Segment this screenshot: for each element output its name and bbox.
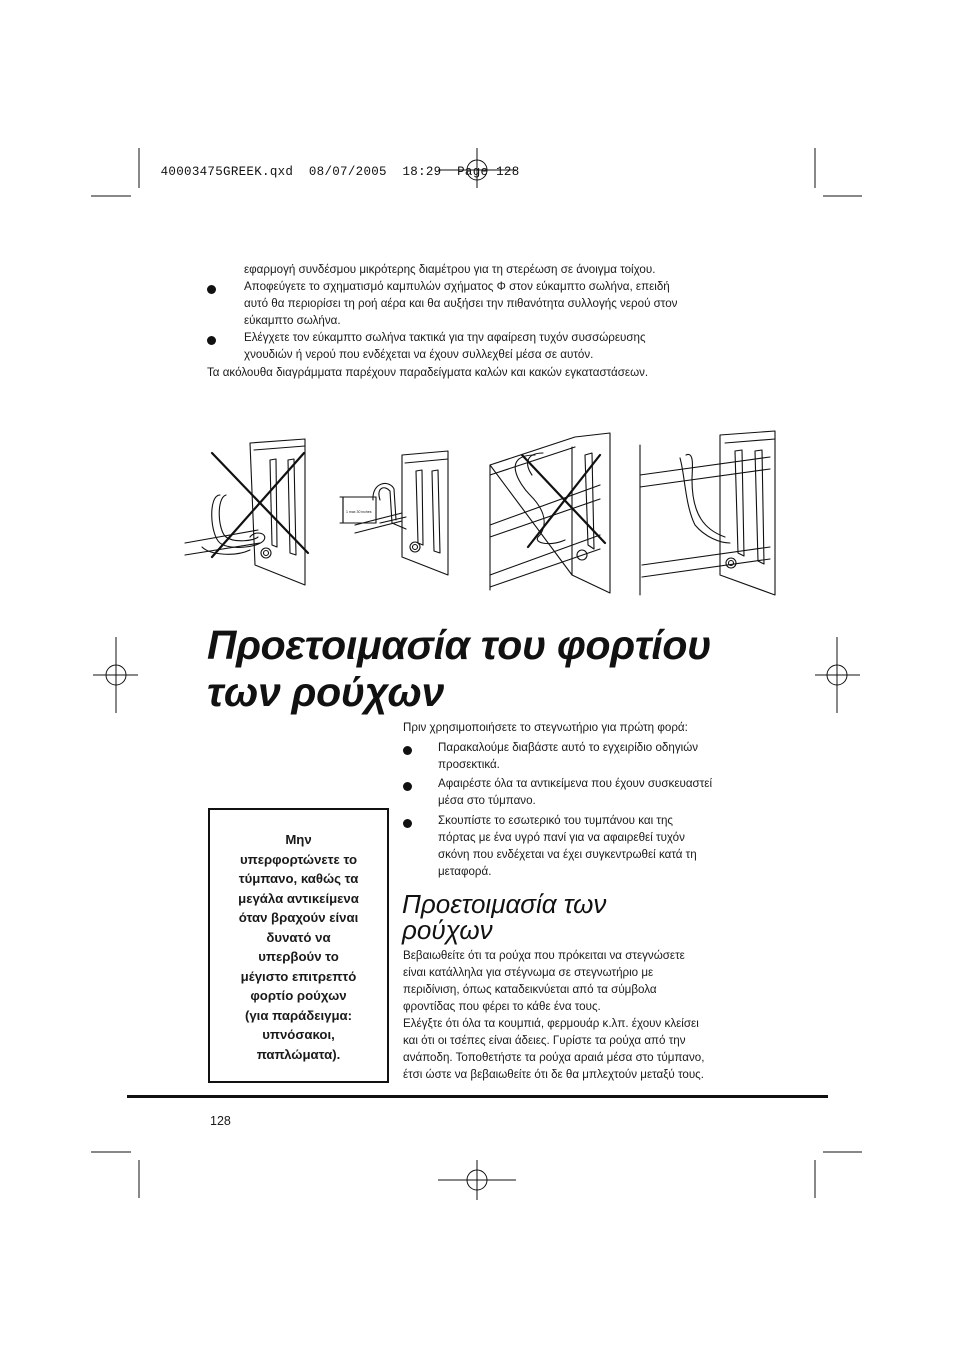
text-line: σκόνη που ενδέχεται να έχει συγκεντρωθεί κατά τη [438,848,697,861]
text-line: Ελέγχετε τον εύκαμπτο σωλήνα τακτικά για την αφαίρεση τυχόν συσσώρευσης [244,331,646,344]
subsection-paragraph-1 [403,947,685,1015]
slug-page: Page 128 [457,165,520,179]
bullet-dot [207,285,216,294]
slug-time: 18:29 [402,165,442,179]
warning-line: φορτίο ρούχων [250,988,347,1003]
text-line: Σκουπίστε το εσωτερικό του τυμπάνου και της [438,814,673,827]
subsection-title [402,891,606,943]
subsection-title-line: Προετοιμασία των [402,889,607,919]
intro-bullet-2 [438,775,712,809]
warning-line: παπλώματα). [256,1046,341,1062]
text-line: μεταφορά. [438,865,492,878]
intro-bullet-3 [438,812,697,880]
warning-line: μεγάλα αντικείμενα [238,890,359,906]
page-number: 128 [210,1114,231,1128]
continuation-text: εφαρμογή συνδέσμου μικρότερης διαμέτρου για τη στερέωση σε άνοιγμα τοίχου. [244,263,656,276]
warning-line: υπερβούν το [258,949,339,964]
footer-rule [127,1095,828,1098]
intro-bullet-1 [438,739,698,773]
cross-mark-1 [212,453,308,557]
warning-text [210,810,387,1064]
text-line: Βεβαιωθείτε ότι τα ρούχα που πρόκειται να στεγνώσετε [403,949,685,962]
warning-line: όταν βραχούν είναι [238,910,359,925]
subsection-title-line: ρούχων [402,915,493,945]
text-line: Παρακαλούμε διαβάστε αυτό το εγχειρίδιο οδηγιών [438,741,699,754]
text-line: προσεκτικά. [438,758,500,771]
page-title [207,622,711,716]
warning-line: δυνατό να [266,929,331,945]
text-line: εύκαμπτο σωλήνα. [244,314,341,327]
text-line: είναι κατάλληλα για στέγνωμα σε στεγνωτήριο με [403,966,654,979]
bullet-dot [403,819,412,828]
bullet-dot [207,336,216,345]
text-line: και ότι οι τσέπες είναι άδειες. Γυρίστε τα ρούχα από την [403,1034,686,1047]
slug-line [145,151,520,179]
diagram-bad-2 [490,433,610,593]
bullet-dot [403,746,412,755]
warning-line: (για παράδειγμα: [244,1007,353,1023]
subsection-paragraph-2 [403,1015,704,1083]
warning-line: Μην [285,832,312,847]
text-line: Αποφεύγετε το σχηματισμό καμπυλών σχήματος Φ στον εύκαμπτο σωλήνα, επειδή [244,280,670,293]
text-line: μέσα στο τύμπανο. [438,794,536,807]
text-line: Ελέγξτε ότι όλα τα κουμπιά, φερμουάρ κ.λπ. έχουν κλείσει [403,1017,699,1030]
text-line: περιδίνιση, όπως καταδεικνύεται από τα σύμβολα [403,983,657,996]
warning-line: υπερφορτώνετε το [239,851,358,867]
height-label: 1 max 30 inches [346,510,372,514]
text-line: αυτό θα περιορίσει τη ροή αέρα και θα αυξήσει την πιθανότητα συλλογής νερού στον [244,297,678,310]
top-bullet-2 [244,329,646,363]
diagram-intro: Τα ακόλουθα διαγράμματα παρέχουν παραδείγματα καλών και κακών εγκαταστάσεων. [207,366,649,379]
text-line: χνουδιών ή νερού που ενδέχεται να έχουν συλλεχθεί μέσα σε αυτόν. [244,348,594,361]
warning-line: τύμπανο, καθώς τα [238,871,359,886]
page-title-line: Προετοιμασία του φορτίου [207,622,712,668]
diagram-good-2 [640,431,775,595]
text-line: ανάποδη. Τοποθετήστε τα ρούχα αραιά μέσα στο τύμπανο, [403,1051,705,1064]
bullet-dot [403,782,412,791]
text-line: πόρτας με ένα υγρό πανί για να αφαιρεθεί τυχόν [438,831,685,844]
slug-file: 40003475GREEK.qxd [160,165,294,179]
top-bullet-1 [244,278,677,329]
warning-line: υπνόσακοι, [262,1027,335,1042]
warning-line: μέγιστο επιτρεπτό [240,968,357,984]
text-line: Αφαιρέστε όλα τα αντικείμενα που έχουν συσκευαστεί [438,777,713,790]
installation-diagrams [180,425,780,600]
text-line: έτσι ώστε να βεβαιωθείτε ότι δε θα μπλεχτούν μεταξύ τους. [403,1068,704,1081]
text-line: φροντίδας που φέρει το κάθε ένα τους. [403,1000,601,1013]
warning-box [208,808,389,1083]
diagram-bad-1 [185,439,305,585]
slug-date: 08/07/2005 [308,165,387,179]
intro-lead: Πριν χρησιμοποιήσετε το στεγνωτήριο για πρώτη φορά: [403,721,688,734]
page-title-line: των ρούχων [207,669,444,715]
